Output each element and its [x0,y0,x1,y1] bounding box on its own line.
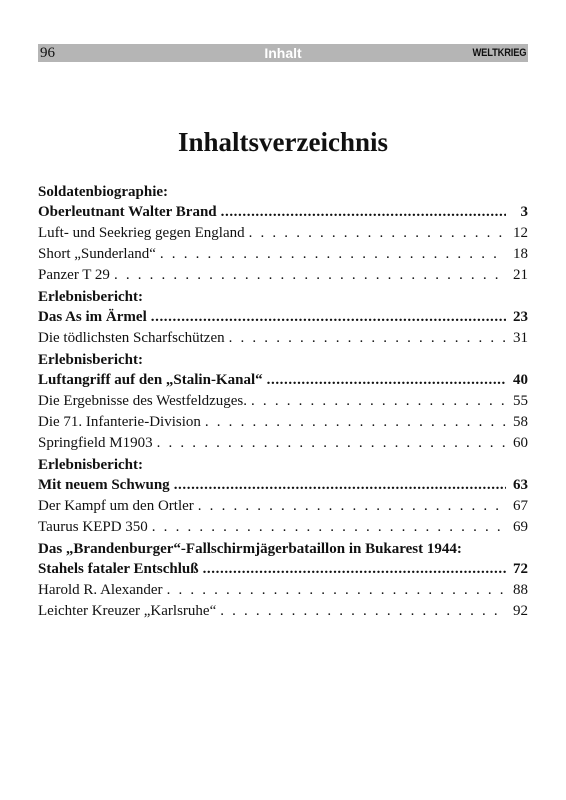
dot-leader [251,391,506,411]
toc-entry[interactable] [38,412,528,432]
toc-entry-page: 67 [513,498,528,514]
toc-entry[interactable] [38,539,528,579]
toc-entry[interactable] [38,601,528,621]
toc-entry[interactable] [38,455,528,495]
dot-leader [229,328,506,348]
toc-entry[interactable] [38,496,528,516]
toc-entry-title: Panzer T 29 [38,267,110,283]
dot-leader [220,601,506,621]
toc-entry-page: 40 [513,372,528,388]
toc-entry-page: 55 [513,393,528,409]
toc-entry-title: Das As im Ärmel [38,309,147,325]
toc-entry-title: Short „Sunderland“ [38,246,156,262]
page-number: 96 [40,45,55,61]
toc-entry[interactable] [38,517,528,537]
toc-entry-title: Der Kampf um den Ortler [38,498,194,514]
toc-entry[interactable] [38,391,528,411]
toc-entry-page: 23 [513,309,528,325]
toc-entry-page: 18 [513,246,528,262]
toc-entry-title: Mit neuem Schwung [38,477,170,493]
toc-entry[interactable] [38,265,528,285]
dot-leader [221,202,506,222]
dot-leader [157,433,506,453]
toc-entry-title: Taurus KEPD 350 [38,519,148,535]
toc-entry-kicker: Erlebnisbericht: [38,289,143,305]
dot-leader [203,559,506,579]
dot-leader [160,244,506,264]
toc-entry-page: 12 [513,225,528,241]
toc-entry[interactable] [38,580,528,600]
dot-leader [249,223,506,243]
toc-entry-page: 3 [520,204,528,220]
toc-entry-kicker: Erlebnisbericht: [38,352,143,368]
section-label: Inhalt [264,45,302,61]
dot-leader [267,370,506,390]
table-of-contents [38,180,528,622]
toc-entry-title: Die tödlichsten Scharfschützen [38,330,225,346]
toc-entry-page: 88 [513,582,528,598]
toc-entry-title: Springfield M1903 [38,435,153,451]
brand-label: WELTKRIEG [472,47,526,59]
toc-entry-title: Die Ergebnisse des Westfeldzuges. [38,393,248,409]
toc-entry-page: 63 [513,477,528,493]
toc-entry[interactable] [38,223,528,243]
toc-entry-kicker: Soldatenbiographie: [38,184,169,200]
dot-leader [198,496,506,516]
toc-entry-page: 60 [513,435,528,451]
toc-entry-page: 72 [513,561,528,577]
toc-entry[interactable] [38,182,528,222]
toc-entry-page: 31 [513,330,528,346]
toc-entry-page: 92 [513,603,528,619]
dot-leader [205,412,506,432]
toc-entry-title: Luftangriff auf den „Stalin-Kanal“ [38,372,263,388]
dot-leader [174,475,506,495]
toc-entry-title: Luft- und Seekrieg gegen England [38,225,245,241]
running-header [38,44,528,62]
toc-entry-title: Oberleutnant Walter Brand [38,204,217,220]
toc-entry[interactable] [38,244,528,264]
toc-entry[interactable] [38,287,528,327]
toc-entry-kicker: Erlebnisbericht: [38,457,143,473]
toc-entry[interactable] [38,328,528,348]
dot-leader [167,580,506,600]
toc-entry[interactable] [38,350,528,390]
dot-leader [151,307,506,327]
toc-entry-title: Harold R. Alexander [38,582,163,598]
page-title: Inhaltsverzeichnis [177,127,388,157]
toc-entry-page: 69 [513,519,528,535]
toc-entry-title: Leichter Kreuzer „Karlsruhe“ [38,603,217,619]
toc-entry-title: Stahels fataler Entschluß [38,561,199,577]
dot-leader [152,517,506,537]
toc-entry-page: 21 [513,267,528,283]
dot-leader [114,265,506,285]
toc-entry-title: Die 71. Infanterie-Division [38,414,201,430]
toc-entry-kicker: Das „Brandenburger“-Fallschirmjägerbataillon in Bukarest 1944: [38,541,462,557]
toc-entry-page: 58 [513,414,528,430]
toc-entry[interactable] [38,433,528,453]
